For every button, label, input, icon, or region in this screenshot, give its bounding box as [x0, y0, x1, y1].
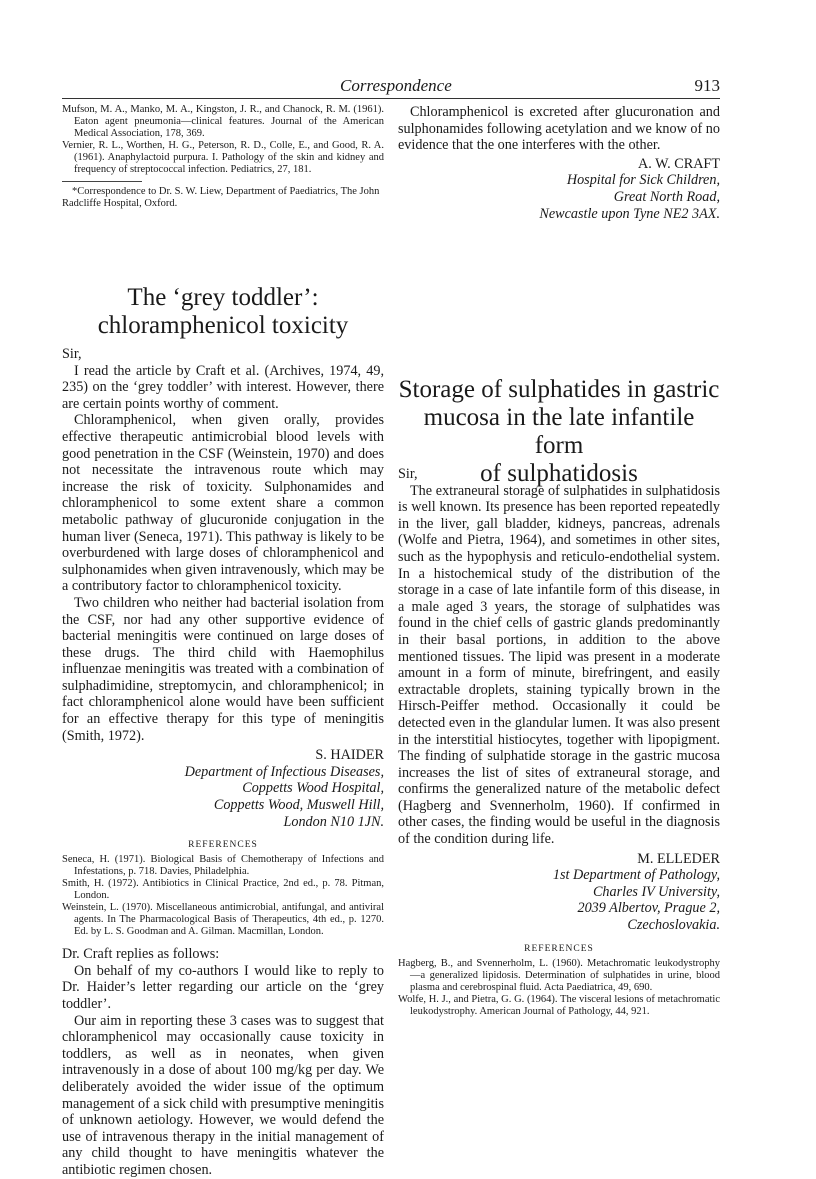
top-references	[62, 104, 384, 210]
signature: S. HAIDER	[315, 747, 384, 764]
affiliation-line: Czechoslovakia.	[627, 917, 720, 934]
affiliation-line: Coppetts Wood, Muswell Hill,	[213, 797, 384, 814]
reply-paragraph: On behalf of my co-authors I would like to reply to Dr. Haider’s letter regarding our article on the ‘grey toddler’.	[62, 962, 384, 1012]
affiliation-line: Coppetts Wood Hospital,	[242, 780, 384, 797]
reply-affiliation-line: Hospital for Sick Children,	[566, 172, 720, 189]
references-heading: REFERENCES	[524, 943, 594, 954]
running-header-section: Correspondence	[340, 76, 452, 95]
reply-affiliation-line: Newcastle upon Tyne NE2 3AX.	[539, 205, 720, 222]
reference-item: Wolfe, H. J., and Pietra, G. G. (1964). The visceral lesions of metachromatic leukodystrophy. American Journal of Pathology, 44, 921.	[398, 993, 720, 1017]
signature: M. ELLEDER	[637, 850, 720, 867]
affiliation-line: Charles IV University,	[592, 883, 720, 900]
affiliation-line: 2039 Albertov, Prague 2,	[577, 900, 720, 917]
article1-body	[62, 346, 384, 1179]
page-number: 913	[694, 76, 720, 95]
reference-item: Hagberg, B., and Svennerholm, L. (1960). Metachromatic leukodystrophy—a generalized lipidosis. Determination of sulphatides in urine, blood plasma and cerebrospinal fluid. Acta Paediatrica, 49, 690.	[398, 957, 720, 993]
paragraph: I read the article by Craft et al. (Archives, 1974, 49, 235) on the ‘grey toddler’ with interest. However, there are certain points worthy of comment.	[62, 362, 384, 412]
reply-paragraph: Our aim in reporting these 3 cases was to suggest that chloramphenicol may occasionally cause toxicity in toddlers, as well as in neonates, when given intravenously in a dose of about 100 mg/kg per day. We deliberately avoided the wider issue of the optimum management of a sick child with presumptive meningitis of unknown aetiology. However, we would defend the use of intravenous therapy in the initial management of any child thought to have meningitis whatever the antibiotic regimen chosen.	[62, 1012, 384, 1178]
article2-title-line: mucosa in the late infantile form	[423, 404, 695, 459]
paragraph: The extraneural storage of sulphatides in sulphatidosis is well known. Its presence has been reported repeatedly in the liver, gall bladder, kidneys, pancreas, adrenals (Wolfe and Pietra, 1964), and sometimes in other sites, such as the hypophysis and reticulo-endothelial system. In a histochemical study of the distribution of the storage in a case of late infantile form of this disease, in a male aged 3 years, the storage of sulphatides was found in the chief cells of gastric glands predominantly in their basal portions, in addition to the above mentioned tissues. The lipid was present in a moderate amount in a form of minute, birefringent, and easily extractable droplets, staining typically brown in the Hirsch-Peiffer method. Occasionally it could be detected even in the glandular lumen. It was also present in the interstitial histiocytes, together with lipopigment. The finding of sulphatide storage in the gastric mucosa increases the list of sites of extraneural storage, and confirms the generalized nature of the metabolic defect (Hagberg and Svennerholm, 1960). If confirmed in other cases, the finding would be useful in the diagnosis of the condition during life.	[398, 482, 720, 848]
article1-title-line: The ‘grey toddler’:	[127, 284, 319, 311]
header-rule	[62, 98, 720, 99]
reference-item: Seneca, H. (1971). Biological Basis of Chemotherapy of Infections and Infestations, p. 718. Davies, Philadelphia.	[62, 854, 384, 878]
correspondence-footnote: *Correspondence to Dr. S. W. Liew, Department of Paediatrics, The John Radcliffe Hospital, Oxford.	[62, 186, 380, 209]
reference-item: Mufson, M. A., Manko, M. A., Kingston, J. R., and Chanock, R. M. (1961). Eaton agent pneumonia—clinical features. Journal of the American Medical Association, 178, 369.	[62, 104, 384, 139]
reply-continuation	[398, 104, 720, 222]
affiliation-line: Department of Infectious Diseases,	[184, 763, 384, 780]
reply-paragraph: Chloramphenicol is excreted after glucuronation and sulphonamides following acetylation and we know of no evidence that the one interferes with the other.	[398, 104, 720, 154]
footnote-rule	[62, 181, 142, 182]
reference-item: Weinstein, L. (1970). Miscellaneous antimicrobial, antifungal, and antiviral agents. In The Pharmacological Basis of Therapeutics, 4th ed., p. 1270. Ed. by L. S. Goodman and A. Gilman. Macmillan, London.	[62, 902, 384, 938]
reply-affiliation-line: Great North Road,	[613, 188, 720, 205]
reference-item: Smith, H. (1972). Antibiotics in Clinical Practice, 2nd ed., p. 78. Pitman, London.	[62, 878, 384, 902]
paragraph: Two children who neither had bacterial isolation from the CSF, nor had any other supportive evidence of bacterial meningitis were continued on large doses of these drugs. The third child with Haemophilus influenzae meningitis was treated with a combination of sulphadimidine, streptomycin, and chloramphenicol; in fact chloramphenicol alone would have been sufficient for an effective therapy for this type of meningitis (Smith, 1972).	[62, 594, 384, 744]
article2-title-line: of sulphatidosis	[480, 460, 638, 487]
affiliation-line: London N10 1JN.	[283, 813, 384, 830]
article1-title	[62, 284, 384, 340]
paragraph: Chloramphenicol, when given orally, provides effective therapeutic antimicrobial blood levels with good penetration in the CSF (Weinstein, 1970) and does not necessitate the intravenous route which may increase the risk of toxicity. Sulphonamides and chloramphenicol to some extent share a common metabolic pathway of glucuronide conjugation in the human liver (Seneca, 1971). This pathway is likely to be overburdened with large doses of chloramphenicol and sulphonamides when given intravenously, which may be a contributory factor to chloramphenicol toxicity.	[62, 412, 384, 595]
references-heading: REFERENCES	[188, 840, 258, 851]
reply-signature: A. W. CRAFT	[638, 155, 720, 172]
salutation: Sir,	[62, 346, 82, 362]
reply-intro: Dr. Craft replies as follows:	[62, 946, 220, 963]
reference-item: Vernier, R. L., Worthen, H. G., Peterson, R. D., Colle, E., and Good, R. A. (1961). Anaphylactoid purpura. I. Pathology of the skin and kidney and frequency of streptococcal infection. Pediatrics, 27, 181.	[62, 140, 384, 175]
article1-title-line: chloramphenicol toxicity	[97, 312, 349, 339]
affiliation-line: 1st Department of Pathology,	[552, 867, 720, 884]
article2-title-line: Storage of sulphatides in gastric	[398, 376, 720, 403]
article2-body	[398, 466, 720, 1018]
salutation: Sir,	[398, 466, 418, 482]
